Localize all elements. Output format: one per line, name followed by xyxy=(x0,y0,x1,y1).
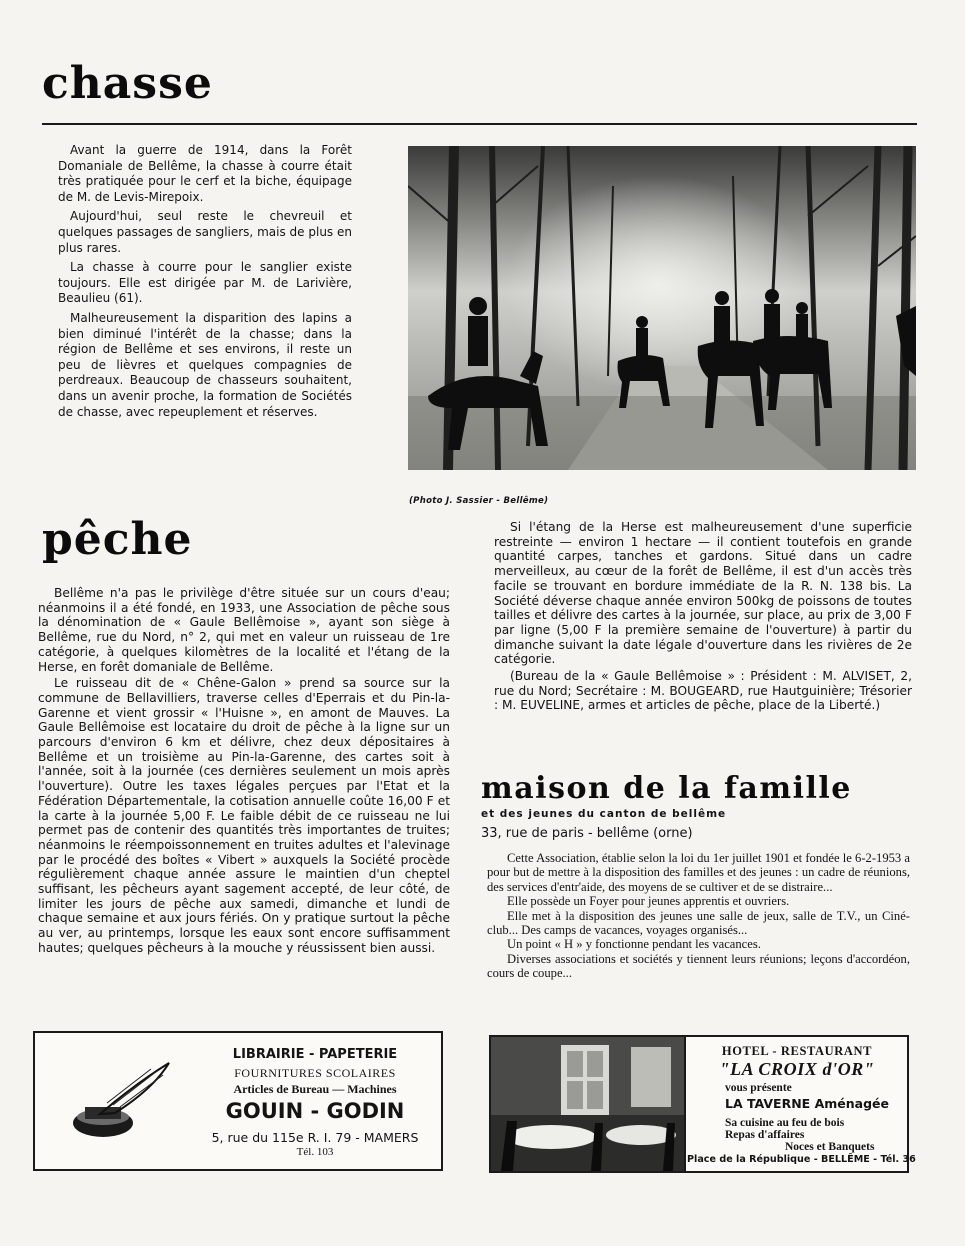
maison-text xyxy=(487,851,910,981)
chasse-text xyxy=(58,143,352,420)
chasse-paragraph: Aujourd'hui, seul reste le chevreuil et quelques passages de sangliers, mais de plus en plus rares. xyxy=(58,209,352,255)
maison-paragraph: Diverses associations et sociétés y tiennent leurs réunions; leçons d'accordéon, cours de coupe... xyxy=(487,951,910,981)
maison-paragraph: Cette Association, établie selon la loi du 1er juillet 1901 et fondée le 6-2-1953 a pour but de mettre à la disposition des familles et des jeunes : un cadre de réunions, des services d'entr'aide, des moyens de se cultiver et de se distraire... xyxy=(487,851,910,894)
maison-title: maison de la famille xyxy=(481,771,852,806)
quill-inkwell-icon xyxy=(65,1059,175,1149)
photo-caption: (Photo J. Sassier - Bellême) xyxy=(409,496,549,506)
hotel-line3: LA TAVERNE Aménagée xyxy=(725,1096,889,1111)
peche-title: pêche xyxy=(42,514,193,565)
librairie-name: GOUIN - GODIN xyxy=(225,1099,405,1123)
maison-address: 33, rue de paris - bellême (orne) xyxy=(481,826,693,841)
hotel-ad xyxy=(489,1035,916,1173)
hotel-line5: Repas d'affaires xyxy=(725,1129,805,1141)
restaurant-photo xyxy=(491,1037,686,1171)
forest-hunt-illustration xyxy=(408,146,916,470)
hunting-photo xyxy=(408,146,916,470)
maison-subtitle: et des jeunes du canton de bellême xyxy=(481,808,727,820)
peche-paragraph: Le ruisseau dit de « Chêne-Galon » prend sa source sur la commune de Bellavilliers, traverse celles d'Eperrais et du Pin-la-Garenne et vient grossir « l'Huisne », en amont de Mauves. La Gaule Bellêmoise est locataire du droit de pêche à la ligne sur un parcours d'environ 6 km et délivre, chez deux dépositaires à Bellême et un troisième au Pin-la-Garenne, des cartes soit à l'année, soit à la journée (ces dernières seulement un mois après l'ouverture). Outre les taxes légales perçues par l'Etat et la Fédération Départementale, la cotisation annuelle coûte 16,00 F et la carte à la journée 5,00 F. Le faible débit de ce ruisseau ne lui permet pas de contenir des quantités très importantes de truites; néanmoins le réempoissonnement en truites adultes et l'alevinage par le procédé des boîtes « Vibert » auxquels la Société procède régulièrement chaque année assure le maintien d'un cheptel suffisant, les pêcheurs ayant sagement accepté, de leur côté, de limiter les jours de pêche aux samedi, dimanche et lundi de chaque semaine et aux jours fériés. On y pratique surtout la pêche au ver, au printemps, lorsque les eaux sont encore suffisamment hautes; quelques pêcheurs à la mouche y réussissent bien aussi. xyxy=(38,676,450,955)
peche-paragraph: (Bureau de la « Gaule Bellêmoise » : Président : M. ALVISET, 2, rue du Nord; Secrétaire : M. BOUGEARD, rue Hautguinière; Trésorier : M. EUVELINE, armes et articles de pêche, place de la Liberté.) xyxy=(494,669,912,713)
dining-room-illustration xyxy=(491,1037,684,1171)
maison-paragraph: Un point « H » y fonctionne pendant les vacances. xyxy=(507,937,761,952)
hotel-name: "LA CROIX d'OR" xyxy=(719,1059,875,1079)
peche-column-right xyxy=(494,520,912,713)
peche-paragraph: Si l'étang de la Herse est malheureusement d'une superficie restreinte — environ 1 hectare — il contient toutefois en grande quantité carpes, tanches et gardons. Situé dans un cadre merveilleux, au cœur de la forêt de Bellême, il est d'un accès très facile se trouvant en bordure immédiate de la R. N. 138 bis. La Société déverse chaque année environ 500kg de poissons de toutes tailles et délivre des cartes à la journée, sur place, au prix de 3,00 F par ligne (5,00 F la première semaine de l'ouverture) à partir du dimanche suivant la date légale d'ouverture dans les rivières de 2e catégorie. xyxy=(494,520,912,667)
librairie-ad xyxy=(33,1031,443,1171)
librairie-line2: FOURNITURES SCOLAIRES xyxy=(234,1066,396,1080)
hotel-line1: HOTEL - RESTAURANT xyxy=(721,1044,873,1058)
maison-paragraph: Elle met à la disposition des jeunes une salle de jeux, salle de T.V., un Ciné-club... Des camps de vacances, voyages organisés... xyxy=(487,908,910,938)
chasse-paragraph: La chasse à courre pour le sanglier existe toujours. Elle est dirigée par M. de Larivière, Beaulieu (61). xyxy=(58,260,352,306)
hotel-line4: Sa cuisine au feu de bois xyxy=(725,1117,845,1129)
chasse-paragraph: Avant la guerre de 1914, dans la Forêt Domaniale de Bellême, la chasse à courre était très pratiquée pour le cerf et la biche, équipage de M. de Levis-Mirepoix. xyxy=(58,143,352,204)
librairie-line3: Articles de Bureau — Machines xyxy=(233,1082,397,1096)
chasse-paragraph: Malheureusement la disparition des lapins a bien diminué l'intérêt de la chasse; dans la région de Bellême et ses environs, il reste un peu de lièvres et quelques compagnies de perdreaux. Beaucoup de chasseurs souhaitent, dans un avenir proche, la formation de Sociétés de chasse, avec repeuplement et réserves. xyxy=(58,310,352,419)
librairie-address: 5, rue du 115e R. I. 79 - MAMERS xyxy=(211,1130,419,1145)
librairie-tel: Tél. 103 xyxy=(296,1146,334,1158)
hotel-line2: vous présente xyxy=(725,1082,792,1094)
peche-paragraph: Bellême n'a pas le privilège d'être située sur un cours d'eau; néanmoins il a été fondé, en 1933, une Association de pêche sous la dénomination de « Gaule Bellêmoise », ayant son siège à Bellême, rue du Nord, n° 2, qui met en valeur un ruisseau de 1re catégorie, à quelques kilomètres de la localité et l'étang de la Herse, en forêt domaniale de Bellême. xyxy=(38,586,450,674)
hotel-address: Place de la République - BELLÊME - Tél. 36 xyxy=(687,1154,916,1165)
peche-column-left xyxy=(38,586,450,956)
maison-paragraph: Elle possède un Foyer pour jeunes apprentis et ouvriers. xyxy=(507,894,790,909)
chasse-title: chasse xyxy=(42,58,213,109)
hotel-line6: Noces et Banquets xyxy=(785,1141,875,1153)
librairie-line1: LIBRAIRIE - PAPETERIE xyxy=(232,1047,398,1062)
chasse-rule xyxy=(42,123,917,125)
